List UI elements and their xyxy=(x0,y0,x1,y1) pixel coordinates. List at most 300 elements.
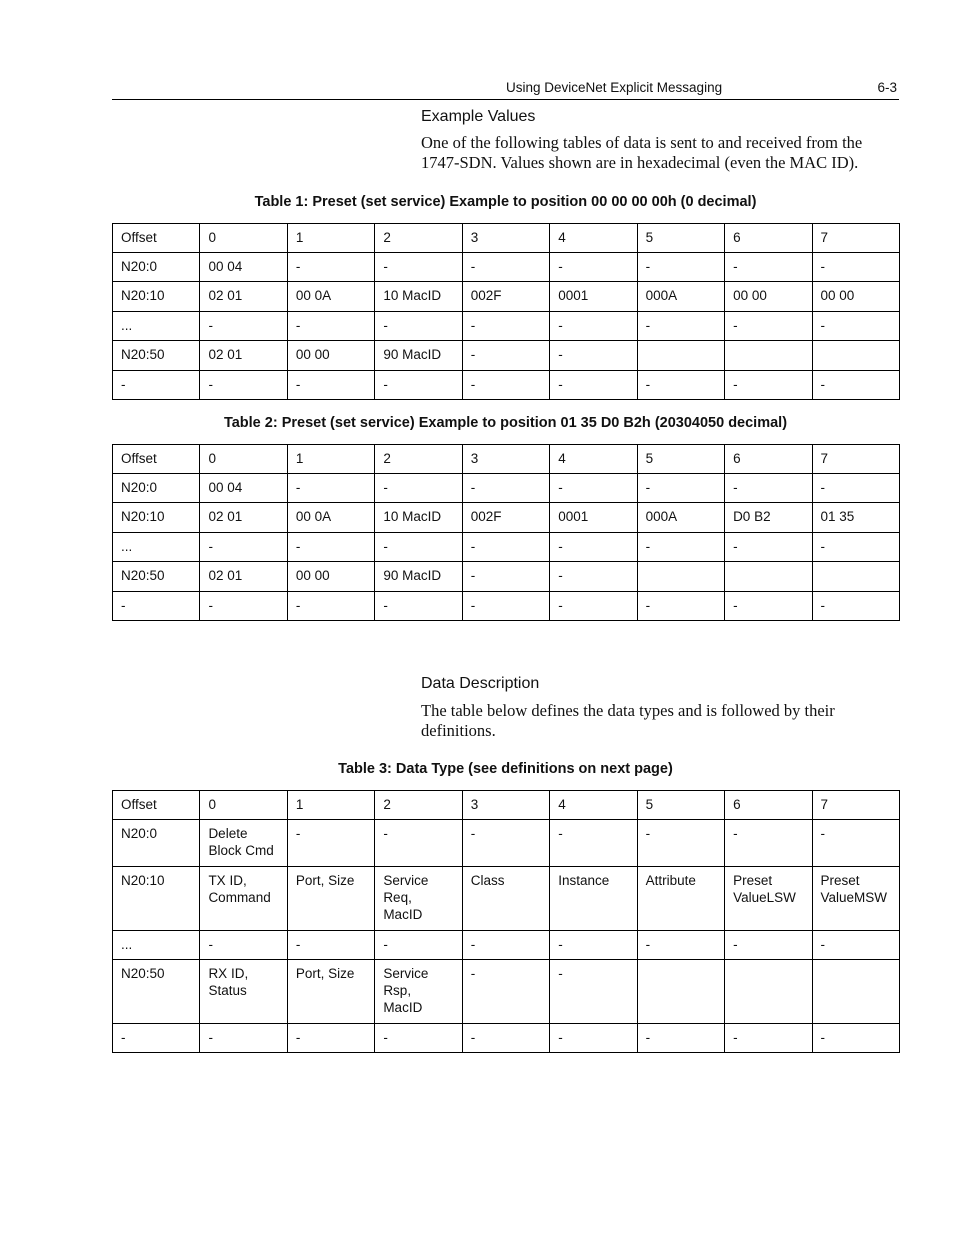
cell-text: - xyxy=(470,966,476,981)
cell-text: 000A xyxy=(645,509,678,524)
cell-text: 3 xyxy=(470,451,479,466)
table-cell xyxy=(375,931,462,960)
cell-text: 6 xyxy=(733,797,741,812)
table-cell xyxy=(725,867,812,931)
cell-text: - xyxy=(558,539,563,554)
cell-text: - xyxy=(295,826,301,841)
cell-text: N20:50 xyxy=(121,347,165,362)
cell-text: 1 xyxy=(295,451,304,466)
table-cell xyxy=(812,791,899,820)
cell-text: - xyxy=(295,937,301,952)
table-cell xyxy=(287,562,374,592)
cell-text: 0 xyxy=(208,451,216,466)
cell-text: 5 xyxy=(645,797,654,812)
cell-text: - xyxy=(470,480,476,495)
table-cell xyxy=(462,533,549,562)
table-cell xyxy=(637,224,724,253)
table-cell xyxy=(375,312,462,341)
table-cell xyxy=(725,791,812,820)
table-cell xyxy=(462,592,549,621)
cell-text: 00 00 xyxy=(820,288,855,303)
cell-text: N20:0 xyxy=(121,480,158,495)
cell-text: - xyxy=(208,1030,213,1045)
cell-text: Instance xyxy=(558,873,610,888)
cell-text: - xyxy=(645,539,651,554)
table-cell xyxy=(113,371,200,400)
cell-text: - xyxy=(733,377,738,392)
cell-text: - xyxy=(733,259,738,274)
table-cell xyxy=(812,282,899,312)
cell-text: Offset xyxy=(121,230,157,245)
table-cell xyxy=(812,562,899,592)
table-cell xyxy=(462,253,549,282)
table-cell xyxy=(113,224,200,253)
cell-text: 00 0A xyxy=(295,288,332,303)
cell-text: 90 MacID xyxy=(383,568,442,583)
table-cell xyxy=(200,282,287,312)
table-cell xyxy=(200,1024,287,1053)
cell-text: 2 xyxy=(383,451,391,466)
table-cell xyxy=(462,960,549,1024)
table-cell xyxy=(113,445,200,474)
table-cell xyxy=(725,282,812,312)
table-cell xyxy=(637,592,724,621)
page-number: 6-3 xyxy=(877,80,897,95)
table-cell xyxy=(375,224,462,253)
table-row xyxy=(113,474,900,503)
cell-text: - xyxy=(470,259,476,274)
example-values-text: One of the following tables of data is sent to and received from the 1747-SDN. Values shown are in hexadecimal (even the MAC ID). xyxy=(421,133,863,172)
table-header-row xyxy=(113,224,900,253)
table-cell xyxy=(725,503,812,533)
cell-text: - xyxy=(645,1030,651,1045)
table-cell xyxy=(637,533,724,562)
cell-text: - xyxy=(645,318,651,333)
cell-text: - xyxy=(820,598,825,613)
cell-text: - xyxy=(121,1030,126,1045)
cell-text: 0001 xyxy=(558,509,589,524)
table1-caption: Table 1: Preset (set service) Example to position 00 00 00 00h (0 decimal) xyxy=(254,194,757,210)
table-cell xyxy=(462,282,549,312)
table-cell xyxy=(375,253,462,282)
cell-text: - xyxy=(820,1030,825,1045)
table-cell xyxy=(113,592,200,621)
cell-text: - xyxy=(295,259,301,274)
table-cell xyxy=(375,282,462,312)
table-cell xyxy=(550,312,637,341)
cell-text: N20:50 xyxy=(121,966,165,981)
cell-text: - xyxy=(645,598,651,613)
table-cell xyxy=(113,867,200,931)
cell-text: - xyxy=(383,377,388,392)
table-cell xyxy=(550,503,637,533)
cell-text: - xyxy=(295,598,301,613)
cell-text: 1 xyxy=(295,230,304,245)
table-cell xyxy=(725,445,812,474)
cell-text: 6 xyxy=(733,451,741,466)
page-header xyxy=(112,79,899,100)
cell-text: - xyxy=(558,966,563,981)
cell-text: 3 xyxy=(470,230,479,245)
table-cell xyxy=(113,474,200,503)
table-cell xyxy=(550,282,637,312)
cell-text: 01 35 xyxy=(820,509,855,524)
cell-text: - xyxy=(558,568,563,583)
cell-text: - xyxy=(383,539,388,554)
table-cell xyxy=(462,931,549,960)
cell-text: 7 xyxy=(820,451,829,466)
cell-text: TX ID, Command xyxy=(208,873,271,905)
cell-text: - xyxy=(733,318,738,333)
cell-text: 02 01 xyxy=(208,568,243,583)
table-cell xyxy=(113,312,200,341)
table-row xyxy=(113,341,900,371)
table-cell xyxy=(462,371,549,400)
table-cell xyxy=(725,224,812,253)
table-cell xyxy=(113,282,200,312)
cell-text: - xyxy=(383,826,388,841)
cell-text: 10 MacID xyxy=(383,288,442,303)
table-cell xyxy=(725,312,812,341)
cell-text: Offset xyxy=(121,797,157,812)
table-row xyxy=(113,533,900,562)
table-cell xyxy=(637,253,724,282)
cell-text: - xyxy=(470,318,476,333)
data-description-text: The table below defines the data types and is followed by their definitions. xyxy=(421,701,835,740)
table-cell xyxy=(637,820,724,867)
table-cell xyxy=(812,224,899,253)
table-cell xyxy=(200,533,287,562)
table-cell xyxy=(462,312,549,341)
cell-text: - xyxy=(558,347,563,362)
table-cell xyxy=(200,503,287,533)
cell-text: 00 00 xyxy=(295,568,330,583)
cell-text: 7 xyxy=(820,230,829,245)
cell-text: Delete Block Cmd xyxy=(208,826,274,858)
cell-text: RX ID, Status xyxy=(208,966,249,998)
table-cell xyxy=(200,253,287,282)
table-cell xyxy=(375,371,462,400)
table-cell xyxy=(725,562,812,592)
table-cell xyxy=(637,474,724,503)
table-cell xyxy=(637,562,724,592)
cell-text: - xyxy=(820,259,825,274)
table-cell xyxy=(550,960,637,1024)
table-cell xyxy=(812,341,899,371)
table-cell xyxy=(550,371,637,400)
table-cell xyxy=(200,867,287,931)
cell-text: - xyxy=(383,937,388,952)
table-cell xyxy=(375,341,462,371)
table-cell xyxy=(637,312,724,341)
table-cell xyxy=(550,533,637,562)
table-cell xyxy=(113,931,200,960)
cell-text: - xyxy=(208,377,213,392)
cell-text: 4 xyxy=(558,451,566,466)
table-cell xyxy=(287,503,374,533)
table-cell xyxy=(375,867,462,931)
table2-caption: Table 2: Preset (set service) Example to position 01 35 D0 B2h (20304050 decimal) xyxy=(223,415,788,431)
table-cell xyxy=(550,224,637,253)
cell-text: 0 xyxy=(208,230,216,245)
cell-text: - xyxy=(295,1030,301,1045)
cell-text: - xyxy=(295,480,301,495)
table-cell xyxy=(812,867,899,931)
cell-text: - xyxy=(470,568,476,583)
table-cell xyxy=(200,960,287,1024)
table-cell xyxy=(287,445,374,474)
table-cell xyxy=(550,931,637,960)
table-cell xyxy=(637,503,724,533)
table-cell xyxy=(375,533,462,562)
cell-text: Offset xyxy=(121,451,157,466)
cell-text: - xyxy=(208,937,213,952)
cell-text: Class xyxy=(470,873,505,888)
table-cell xyxy=(725,533,812,562)
cell-text: 0001 xyxy=(558,288,589,303)
table-cell xyxy=(200,474,287,503)
cell-text: - xyxy=(820,480,825,495)
header-title: Using DeviceNet Explicit Messaging xyxy=(506,80,723,95)
table-cell xyxy=(725,820,812,867)
table-cell xyxy=(550,445,637,474)
cell-text: 00 00 xyxy=(733,288,767,303)
cell-text: - xyxy=(470,539,476,554)
table-cell xyxy=(113,1024,200,1053)
cell-text: - xyxy=(208,598,213,613)
table-cell xyxy=(637,282,724,312)
table-cell xyxy=(287,312,374,341)
table-cell xyxy=(812,503,899,533)
cell-text: - xyxy=(470,347,476,362)
cell-text: 02 01 xyxy=(208,509,243,524)
cell-text: - xyxy=(208,318,213,333)
cell-text: - xyxy=(558,598,563,613)
cell-text: - xyxy=(470,1030,476,1045)
cell-text: - xyxy=(820,318,825,333)
table-cell xyxy=(812,533,899,562)
cell-text: - xyxy=(733,826,738,841)
cell-text: - xyxy=(295,318,301,333)
cell-text: ... xyxy=(121,937,133,952)
cell-text: 02 01 xyxy=(208,288,243,303)
cell-text: - xyxy=(733,539,738,554)
table-cell xyxy=(113,562,200,592)
table-cell xyxy=(200,931,287,960)
table-cell xyxy=(287,371,374,400)
cell-text: Port, Size xyxy=(295,966,355,981)
table-cell xyxy=(550,867,637,931)
table-row xyxy=(113,562,900,592)
table-cell xyxy=(200,341,287,371)
cell-text: Service Rsp, MacID xyxy=(383,966,429,1015)
cell-text: - xyxy=(820,539,825,554)
cell-text: 0 xyxy=(208,797,216,812)
table-row xyxy=(113,960,900,1024)
table-cell xyxy=(812,1024,899,1053)
table-header-row xyxy=(113,445,900,474)
table-cell xyxy=(200,371,287,400)
table-cell xyxy=(550,820,637,867)
cell-text: 02 01 xyxy=(208,347,243,362)
table-cell xyxy=(550,562,637,592)
cell-text: - xyxy=(733,1030,738,1045)
table-cell xyxy=(725,960,812,1024)
table-cell xyxy=(200,791,287,820)
table-cell xyxy=(550,341,637,371)
table-cell xyxy=(287,820,374,867)
table-row xyxy=(113,592,900,621)
cell-text: Attribute xyxy=(645,873,696,888)
cell-text: 2 xyxy=(383,230,391,245)
cell-text: Port, Size xyxy=(295,873,355,888)
cell-text: - xyxy=(208,539,213,554)
table-cell xyxy=(287,341,374,371)
table-cell xyxy=(113,253,200,282)
table-row xyxy=(113,312,900,341)
cell-text: - xyxy=(295,377,301,392)
table-cell xyxy=(287,282,374,312)
table-cell xyxy=(113,820,200,867)
table-cell xyxy=(550,1024,637,1053)
cell-text: - xyxy=(470,377,476,392)
cell-text: - xyxy=(733,480,738,495)
cell-text: 000A xyxy=(645,288,678,303)
table-cell xyxy=(200,312,287,341)
table-row xyxy=(113,1024,900,1053)
cell-text: 6 xyxy=(733,230,741,245)
table-cell xyxy=(812,931,899,960)
cell-text: 5 xyxy=(645,451,654,466)
table-cell xyxy=(637,791,724,820)
table-cell xyxy=(550,474,637,503)
table-cell xyxy=(113,503,200,533)
cell-text: - xyxy=(383,598,388,613)
cell-text: N20:10 xyxy=(121,288,165,303)
table-cell xyxy=(200,820,287,867)
table-cell xyxy=(462,1024,549,1053)
cell-text: - xyxy=(820,937,825,952)
table-row xyxy=(113,931,900,960)
table-cell xyxy=(462,474,549,503)
cell-text: - xyxy=(383,318,388,333)
table-cell xyxy=(462,341,549,371)
cell-text: 00 04 xyxy=(208,259,243,274)
table-cell xyxy=(287,224,374,253)
table-cell xyxy=(812,960,899,1024)
cell-text: - xyxy=(558,318,563,333)
cell-text: N20:50 xyxy=(121,568,165,583)
cell-text: 002F xyxy=(470,509,502,524)
table-cell xyxy=(725,253,812,282)
table-cell xyxy=(113,791,200,820)
table-cell xyxy=(113,533,200,562)
table-cell xyxy=(637,931,724,960)
cell-text: - xyxy=(558,377,563,392)
table-cell xyxy=(287,533,374,562)
table-row xyxy=(113,867,900,931)
cell-text: - xyxy=(383,480,388,495)
table-row xyxy=(113,503,900,533)
table-cell xyxy=(287,791,374,820)
table-cell xyxy=(375,562,462,592)
cell-text: ... xyxy=(121,318,133,333)
cell-text: - xyxy=(558,480,563,495)
cell-text: - xyxy=(470,598,476,613)
table-header-row xyxy=(113,791,900,820)
cell-text: 3 xyxy=(470,797,479,812)
cell-text: - xyxy=(558,259,563,274)
cell-text: - xyxy=(558,1030,563,1045)
cell-text: N20:10 xyxy=(121,509,165,524)
cell-text: Preset ValueLSW xyxy=(733,873,796,905)
table-cell xyxy=(375,592,462,621)
table-cell xyxy=(375,820,462,867)
table-cell xyxy=(287,931,374,960)
table-cell xyxy=(812,312,899,341)
cell-text: - xyxy=(383,1030,388,1045)
table-cell xyxy=(725,341,812,371)
table-cell xyxy=(725,474,812,503)
table-cell xyxy=(200,592,287,621)
cell-text: - xyxy=(820,826,825,841)
cell-text: - xyxy=(121,598,126,613)
table-cell xyxy=(375,503,462,533)
table-cell xyxy=(287,474,374,503)
table-cell xyxy=(375,960,462,1024)
table-cell xyxy=(287,867,374,931)
cell-text: - xyxy=(558,826,563,841)
table-cell xyxy=(462,224,549,253)
table-cell xyxy=(637,1024,724,1053)
cell-text: 90 MacID xyxy=(383,347,442,362)
table-cell xyxy=(375,474,462,503)
cell-text: N20:0 xyxy=(121,826,158,841)
cell-text: - xyxy=(645,377,651,392)
cell-text: - xyxy=(820,377,825,392)
cell-text: 10 MacID xyxy=(383,509,442,524)
table-cell xyxy=(812,445,899,474)
table-cell xyxy=(113,341,200,371)
table2 xyxy=(112,444,900,621)
table-cell xyxy=(462,791,549,820)
table-cell xyxy=(375,1024,462,1053)
table-cell xyxy=(812,253,899,282)
table-cell xyxy=(462,503,549,533)
cell-text: - xyxy=(295,539,301,554)
table-row xyxy=(113,820,900,867)
table-cell xyxy=(812,820,899,867)
cell-text: D0 B2 xyxy=(733,509,771,524)
table-cell xyxy=(287,253,374,282)
table-cell xyxy=(725,931,812,960)
table1 xyxy=(112,223,900,400)
cell-text: - xyxy=(645,259,651,274)
cell-text: 5 xyxy=(645,230,654,245)
cell-text: N20:10 xyxy=(121,873,165,888)
cell-text: - xyxy=(558,937,563,952)
table3 xyxy=(112,790,900,1053)
table-cell xyxy=(725,371,812,400)
table-cell xyxy=(375,445,462,474)
cell-text: - xyxy=(121,377,126,392)
cell-text: 00 0A xyxy=(295,509,332,524)
table-cell xyxy=(812,474,899,503)
cell-text: 00 04 xyxy=(208,480,243,495)
table-row xyxy=(113,253,900,282)
cell-text: - xyxy=(470,826,476,841)
cell-text: 1 xyxy=(295,797,304,812)
